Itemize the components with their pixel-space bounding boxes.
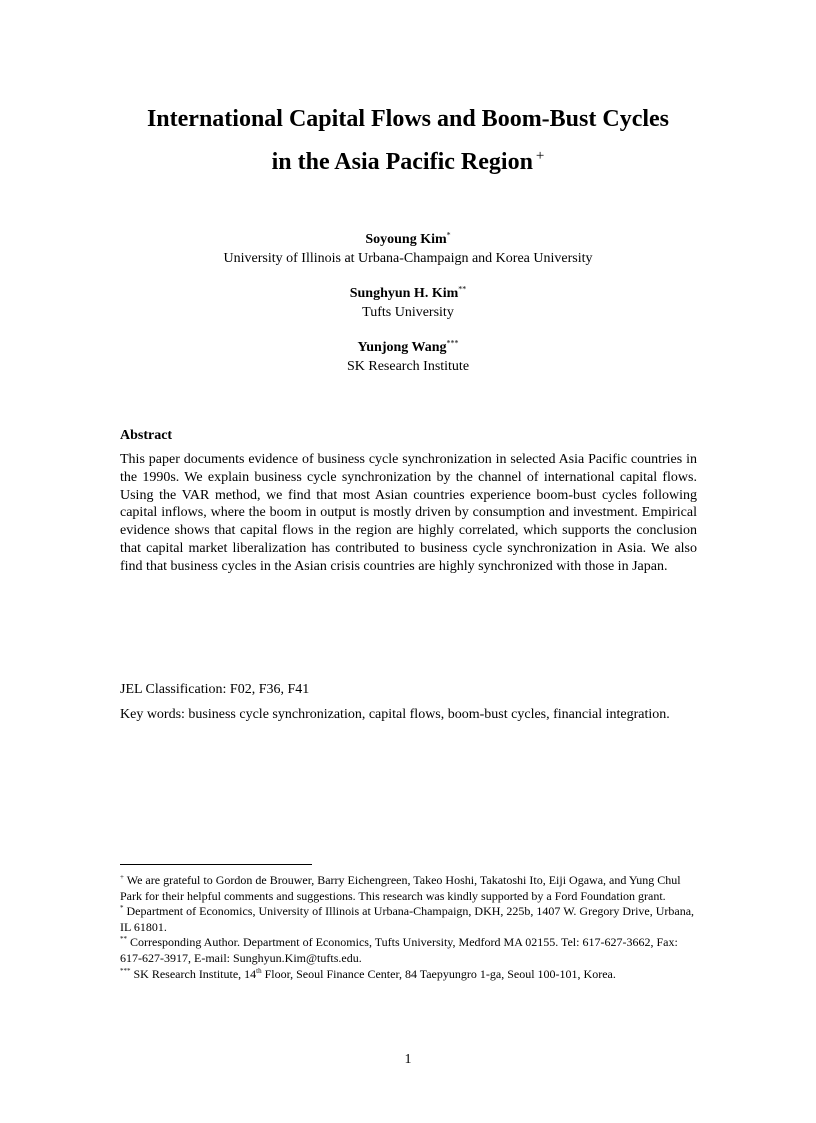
author-block-1 [0,230,816,268]
jel-classification: JEL Classification: F02, F36, F41 [120,682,310,697]
paper-title-line-2: in the Asia Pacific Region + [271,148,545,175]
author-name: Soyoung Kim* [365,230,451,247]
footnote-mark: *** [120,966,131,975]
author-affiliation: SK Research Institute [346,359,470,374]
page-number: 1 [404,1052,412,1067]
author-footnote-mark: ** [458,284,467,294]
footnote-mark: + [120,873,124,881]
footnote-author-2: ** Corresponding Author. Department of Economics, Tufts University, Medford MA 02155. Tel: 617-627-3662, Fax: 617-627-3917, E-mail: Sunghyun.Kim@tufts.edu. [120,935,678,965]
abstract-heading: Abstract [120,428,173,443]
title-footnote-mark: + [535,148,545,164]
footnote-author-1: * Department of Economics, University of Illinois at Urbana-Champaign, DKH, 225b, 1407 W. Gregory Drive, Urbana, IL 61801. [120,904,695,934]
author-name: Yunjong Wang*** [357,338,459,355]
author-footnote-mark: * [446,230,451,240]
author-affiliation: Tufts University [362,305,454,320]
footnote-acknowledgement: + We are grateful to Gordon de Brouwer, Barry Eichengreen, Takeo Hoshi, Takatoshi Ito, Eiji Ogawa, and Yung Chul Park for their helpful comments and suggestions. This research was kindly supported by a Ford Foundation grant. [120,873,681,903]
author-footnote-mark: *** [446,338,459,348]
footnotes [120,873,700,982]
footnote-mark: ** [120,935,127,944]
author-block-2 [0,284,816,322]
footnote-author-3: *** SK Research Institute, 14th Floor, Seoul Finance Center, 84 Taepyungro 1-ga, Seoul 100-101, Korea. [120,966,616,981]
footnote-mark: * [120,904,124,913]
author-affiliation: University of Illinois at Urbana-Champaign and Korea University [223,251,593,266]
keywords: Key words: business cycle synchronization, capital flows, boom-bust cycles, financial integration. [120,707,670,722]
author-name: Sunghyun H. Kim** [349,284,467,301]
footnote-divider [120,864,312,865]
paper-title-line-1: International Capital Flows and Boom-Bust Cycles [146,106,670,132]
author-block-3 [0,338,816,376]
abstract-text: This paper documents evidence of business cycle synchronization in selected Asia Pacific countries in the 1990s. We explain business cycle synchronization by the channel of international capital flows. Using the VAR method, we find that most Asian countries experience boom-bust cycles following capital inflows, where the boom in output is mostly driven by consumption and investment. Empirical evidence shows that capital flows in the region are highly correlated, which supports the conclusion that capital market liberalization has contributed to business cycle synchronization in Asia. We also find that business cycles in the Asian crisis countries are highly synchronized with those in Japan. [120,452,697,574]
